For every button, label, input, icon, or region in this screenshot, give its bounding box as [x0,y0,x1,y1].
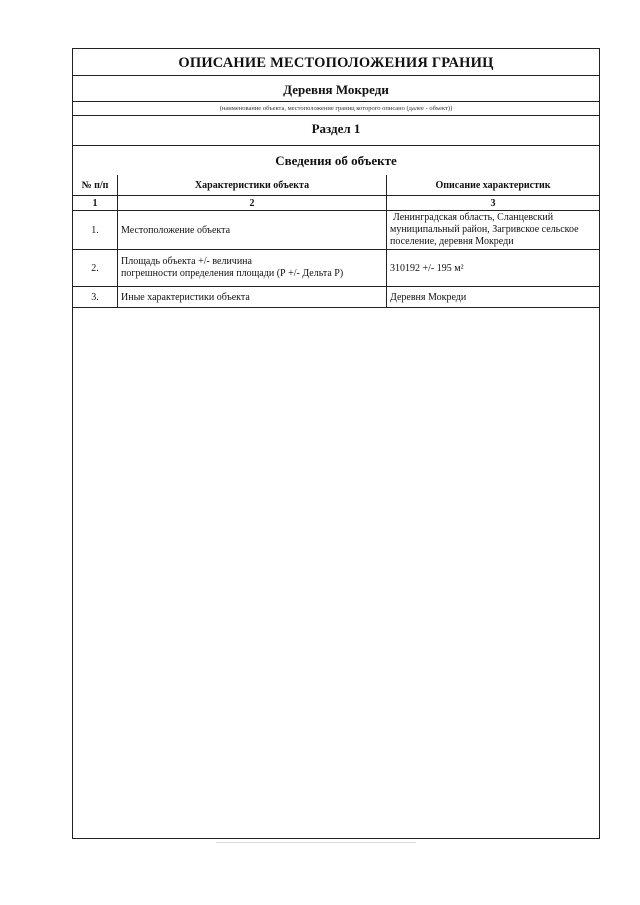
row-value: Деревня Мокреди [387,287,600,308]
document-title: ОПИСАНИЕ МЕСТОПОЛОЖЕНИЯ ГРАНИЦ [178,55,494,71]
divider [73,101,599,102]
row-number: 1. [73,211,118,250]
column-number: 1 [73,196,118,211]
object-name-caption: (наименование объекта, местоположение границ которого описано (далее - объект)) [219,105,453,112]
row-characteristic [118,250,387,287]
divider [73,115,599,116]
scan-mark [216,842,416,843]
section-heading: Сведения об объекте [275,153,397,168]
object-name: Деревня Мокреди [283,82,389,97]
table-row [73,250,599,287]
column-number: 2 [118,196,387,211]
table-header-row [73,175,599,196]
row-characteristic-line: Площадь объекта +/- величина [121,256,252,267]
row-number: 3. [73,287,118,308]
row-number: 2. [73,250,118,287]
row-characteristic-line: погрешности определения площади (Р +/- Дельта Р) [121,268,344,279]
table-row [73,211,599,250]
column-header-number: № п/п [73,175,118,196]
column-number: 3 [387,196,600,211]
row-characteristic: Иные характеристики объекта [118,287,387,308]
divider [73,75,599,76]
row-value-line: поселение, деревня Мокреди [390,236,514,247]
document-frame [72,48,600,839]
column-header-characteristic: Характеристики объекта [118,175,387,196]
characteristics-table [73,175,599,308]
row-value: 310192 +/- 195 м² [387,250,600,287]
column-number-row [73,196,599,211]
section-label: Раздел 1 [311,121,361,136]
divider [73,145,599,146]
row-value-line: муниципальный район, Загривское сельское [390,224,579,235]
column-header-description: Описание характеристик [387,175,600,196]
row-value [387,211,600,250]
row-characteristic: Местоположение объекта [118,211,387,250]
table-row [73,287,599,308]
row-value-line: Ленинградская область, Сланцевский [393,212,554,223]
